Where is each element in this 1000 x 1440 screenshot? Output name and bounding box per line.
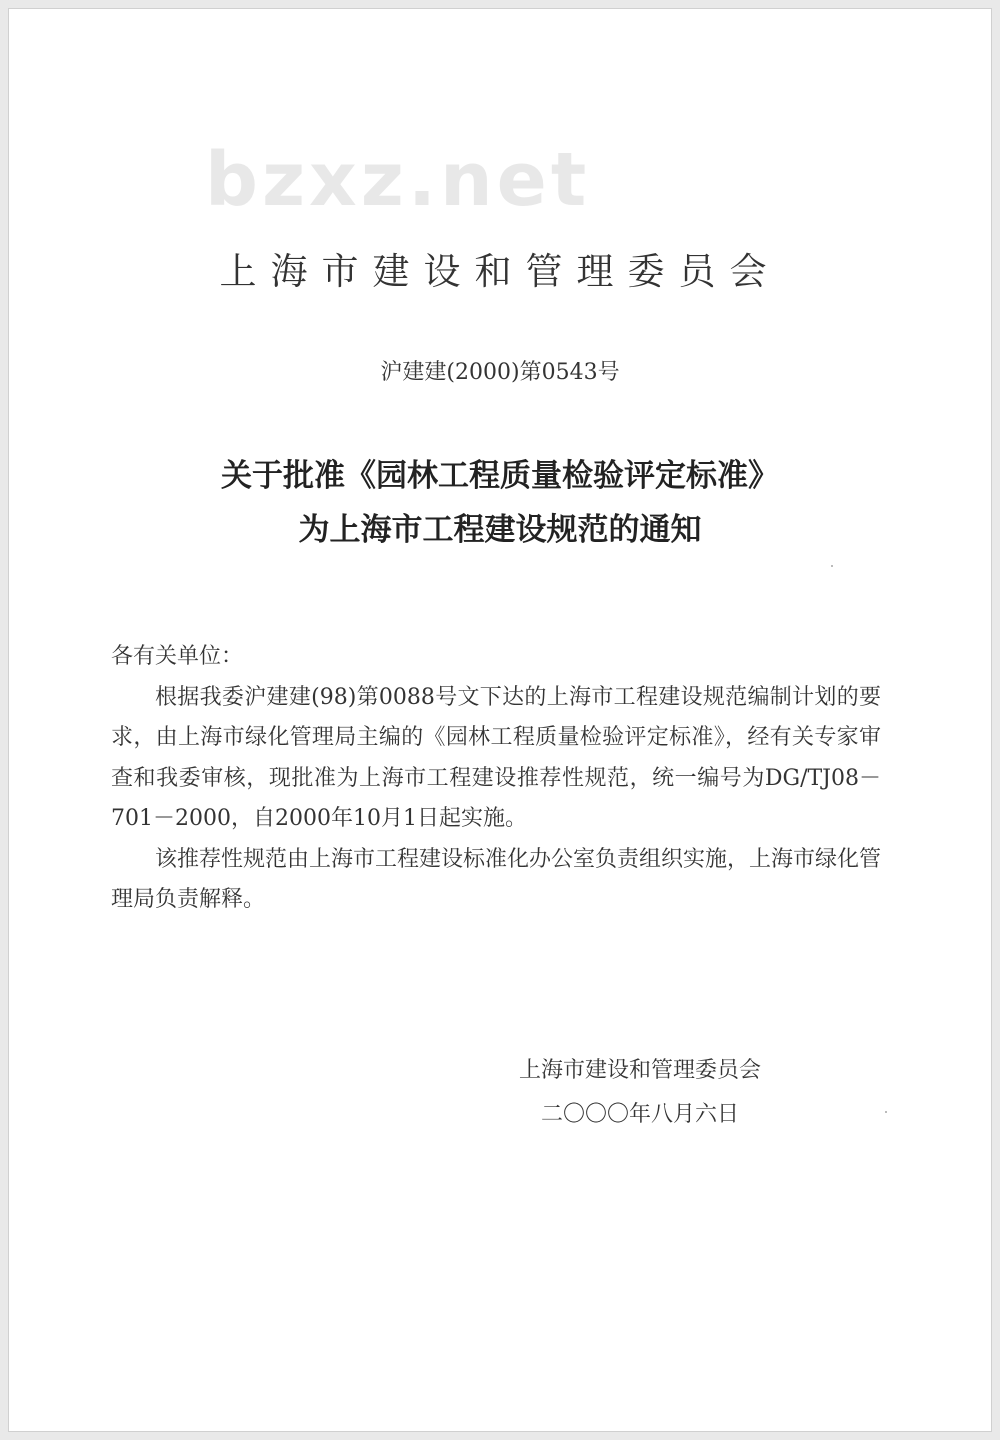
salutation: 各有关单位：	[111, 644, 244, 669]
document-number: 沪建建(2000)第0543号	[380, 360, 620, 385]
notice-title-line-1: 关于批准《园林工程质量检验评定标准》	[221, 458, 779, 494]
body-paragraph-1: 根据我委沪建建(98)第0088号文下达的上海市工程建设规范编制计划的要求，由上海市绿化管理局主编的《园林工程质量检验评定标准》，经有关专家审查和我委审核，现批准为上海市工程建设推荐性规范，统一编号为DG/TJ08－701－2000，自2000年10月1日起实施。	[111, 684, 881, 831]
watermark: bzxz.net	[205, 137, 591, 223]
notice-body	[111, 637, 881, 921]
body-paragraph-2: 该推荐性规范由上海市工程建设标准化办公室负责组织实施，上海市绿化管理局负责解释。	[111, 846, 882, 912]
scan-speck	[831, 565, 833, 567]
signature-block	[519, 1049, 761, 1137]
signature-date: 二〇〇〇年八月六日	[541, 1102, 740, 1127]
issuing-organization-title: 上海市建设和管理委员会	[219, 250, 781, 293]
notice-title-line-2: 为上海市工程建设规范的通知	[298, 512, 702, 548]
notice-title	[9, 449, 991, 557]
document-page	[8, 8, 992, 1432]
signature-organization: 上海市建设和管理委员会	[519, 1058, 762, 1083]
scan-speck	[885, 1111, 887, 1113]
